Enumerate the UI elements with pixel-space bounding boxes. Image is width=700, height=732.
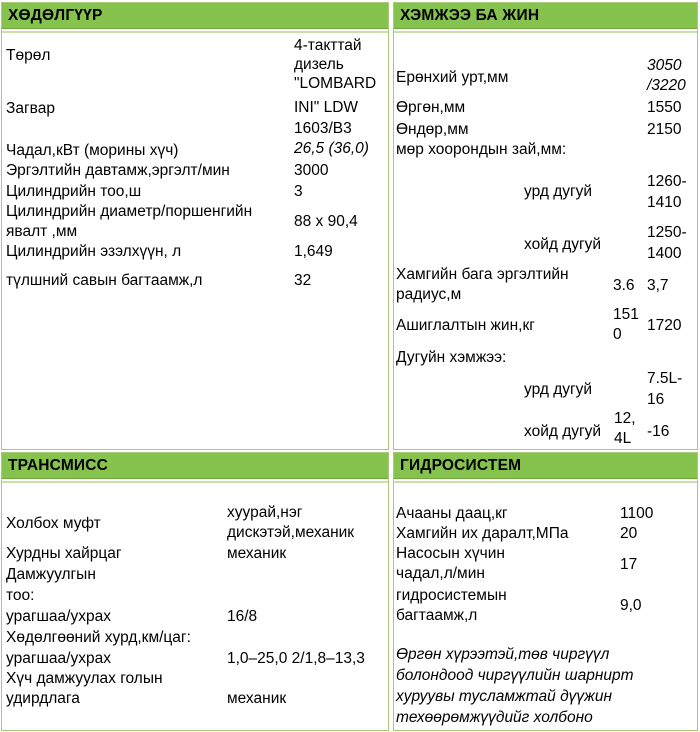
engine-header bbox=[2, 3, 388, 29]
engine-bore-label-line-1: Цилиндрийн диаметр/поршенгийн bbox=[6, 203, 253, 220]
engine-bore-value: 88 x 90,4 bbox=[294, 213, 358, 230]
width-label: Өргөн,мм bbox=[396, 99, 466, 116]
overall-length-label: Ерөнхий урт,мм bbox=[396, 69, 509, 86]
engine-bore-label-line-2: явалт ,мм bbox=[6, 223, 78, 240]
engine-displacement-label: Цилиндрийн эзэлхүүн, л bbox=[6, 243, 182, 260]
speed-sub-label: урагшаа/ухрах bbox=[6, 650, 111, 667]
system-capacity-label-line-1: гидросистемын bbox=[396, 587, 507, 604]
hitch-note-line-1: Өргөн хүрээтэй,төв чиргүүл bbox=[396, 646, 610, 663]
dimensions-title: ХЭМЖЭЭ БА ЖИН bbox=[400, 7, 540, 24]
engine-type-line-4: INI" LDW bbox=[294, 99, 359, 116]
track-label: мөр хоорондын зай,мм: bbox=[396, 141, 567, 158]
front-tire-value-line-2: 16 bbox=[647, 391, 665, 408]
rear-track-label: хойд дугуй bbox=[524, 236, 602, 253]
max-pressure-value: 20 bbox=[620, 525, 638, 542]
weight-value-a-line-1: 151 bbox=[613, 306, 639, 323]
rear-tire-value-b: -16 bbox=[647, 423, 670, 440]
front-track-label: урд дугуй bbox=[524, 183, 593, 200]
engine-power-value: 26,5 (36,0) bbox=[294, 140, 369, 157]
engine-type-line-3: "LOMBARD bbox=[294, 75, 377, 92]
weight-value-b: 1720 bbox=[647, 317, 682, 334]
clutch-value-line-2: дискэтэй,механик bbox=[227, 524, 355, 541]
engine-type-line-1: 4-такттай bbox=[294, 37, 362, 54]
engine-type-line-2: дизель bbox=[294, 56, 344, 73]
engine-rpm-value: 3000 bbox=[294, 162, 329, 179]
hydraulics-panel bbox=[393, 452, 698, 731]
overall-length-value-line-2: /3220 bbox=[647, 77, 686, 94]
engine-fuel-tank-label: түлшний савын багтаамж,л bbox=[6, 272, 203, 289]
system-capacity-label-line-2: багтаамж,л bbox=[396, 607, 478, 624]
gears-label-line-1: Дамжуулгын bbox=[6, 566, 96, 583]
front-tire-label: урд дугуй bbox=[524, 381, 593, 398]
dimensions-panel bbox=[393, 2, 698, 450]
lift-capacity-label: Ачааны даац,кг bbox=[396, 505, 508, 522]
rear-tire-value-a-line-2: 4L bbox=[614, 430, 632, 447]
hydraulics-header-divider bbox=[394, 481, 697, 483]
engine-title: ХӨДӨЛГҮҮР bbox=[8, 7, 103, 24]
max-pressure-label: Хамгийн их даралт,МПа bbox=[396, 525, 569, 542]
pump-capacity-label-line-2: чадал,л/мин bbox=[396, 565, 485, 582]
speed-label: Хөдөлгөөний хурд,км/цаг: bbox=[6, 629, 191, 646]
hitch-note-line-4: техөөрөмжүүдийг холбоно bbox=[396, 709, 593, 726]
hitch-note-line-2: болондоод чиргүүлийн шарнирт bbox=[396, 667, 634, 684]
speed-value: 1,0–25,0 2/1,8–13,3 bbox=[227, 650, 365, 667]
weight-label: Ашиглалтын жин,кг bbox=[396, 317, 535, 334]
transmission-panel bbox=[1, 452, 389, 731]
width-value: 1550 bbox=[647, 99, 682, 116]
hydraulics-title: ГИДРОСИСТЕМ bbox=[400, 457, 522, 474]
dimensions-header-divider bbox=[394, 31, 697, 33]
rear-tire-value-a-line-1: 12, bbox=[614, 410, 636, 427]
clutch-label: Холбох муфт bbox=[6, 515, 101, 532]
engine-header-divider bbox=[2, 31, 388, 33]
gears-label-line-2: тоо: bbox=[6, 587, 35, 604]
pump-capacity-value: 17 bbox=[620, 556, 638, 573]
overall-length-value-line-1: 3050 bbox=[647, 57, 682, 74]
engine-fuel-tank-value: 32 bbox=[294, 272, 312, 289]
engine-cylinder-count-value: 3 bbox=[294, 183, 303, 200]
system-capacity-value: 9,0 bbox=[620, 597, 642, 614]
lift-capacity-value: 1100 bbox=[620, 505, 654, 522]
gears-sub-label: урагшаа/ухрах bbox=[6, 608, 111, 625]
rear-track-value-line-1: 1250- bbox=[647, 224, 687, 241]
turn-radius-label-line-1: Хамгийн бага эргэлтийн bbox=[396, 266, 569, 283]
pto-label-line-2: удирдлага bbox=[6, 690, 80, 707]
engine-model-label: Загвар bbox=[6, 100, 55, 117]
rear-tire-label: хойд дугуй bbox=[524, 423, 602, 440]
engine-cylinder-count-label: Цилиндрийн тоо,ш bbox=[6, 183, 142, 200]
height-label: Өндөр,мм bbox=[396, 121, 469, 138]
turn-radius-label-line-2: радиус,м bbox=[396, 286, 462, 303]
transmission-title: ТРАНСМИСС bbox=[8, 457, 109, 474]
transmission-header-divider bbox=[2, 481, 388, 483]
engine-type-label: Төрөл bbox=[6, 47, 51, 64]
height-value: 2150 bbox=[647, 121, 682, 138]
pto-label-line-1: Хүч дамжуулах голын bbox=[6, 670, 163, 687]
transmission-header bbox=[2, 453, 388, 479]
rear-track-value-line-2: 1400 bbox=[647, 245, 682, 262]
turn-radius-value-b: 3,7 bbox=[647, 277, 669, 294]
engine-power-label: Чадал,кВт (морины хүч) bbox=[6, 142, 179, 159]
engine-type-line-5: 1603/B3 bbox=[294, 120, 352, 137]
front-track-value-line-2: 1410 bbox=[647, 194, 682, 211]
pump-capacity-label-line-1: Насосын хүчин bbox=[396, 545, 505, 562]
dimensions-header bbox=[394, 3, 697, 29]
engine-displacement-value: 1,649 bbox=[294, 243, 333, 260]
hydraulics-header bbox=[394, 453, 697, 479]
gears-value: 16/8 bbox=[227, 608, 258, 625]
clutch-value-line-1: хуурай,нэг bbox=[227, 504, 303, 521]
front-tire-value-line-1: 7.5L- bbox=[647, 370, 683, 387]
gearbox-value: механик bbox=[227, 545, 287, 562]
pto-value: механик bbox=[227, 690, 287, 707]
gearbox-label: Хурдны хайрцаг bbox=[6, 545, 122, 562]
engine-rpm-label: Эргэлтийн давтамж,эргэлт/мин bbox=[6, 162, 230, 179]
front-track-value-line-1: 1260- bbox=[647, 173, 687, 190]
hitch-note-line-3: хуруувы тусламжтай дүүжин bbox=[396, 688, 612, 705]
tire-size-label: Дугуйн хэмжээ: bbox=[396, 349, 507, 366]
engine-panel bbox=[1, 2, 389, 450]
turn-radius-value-a: 3.6 bbox=[613, 277, 635, 294]
weight-value-a-line-2: 0 bbox=[613, 326, 622, 343]
